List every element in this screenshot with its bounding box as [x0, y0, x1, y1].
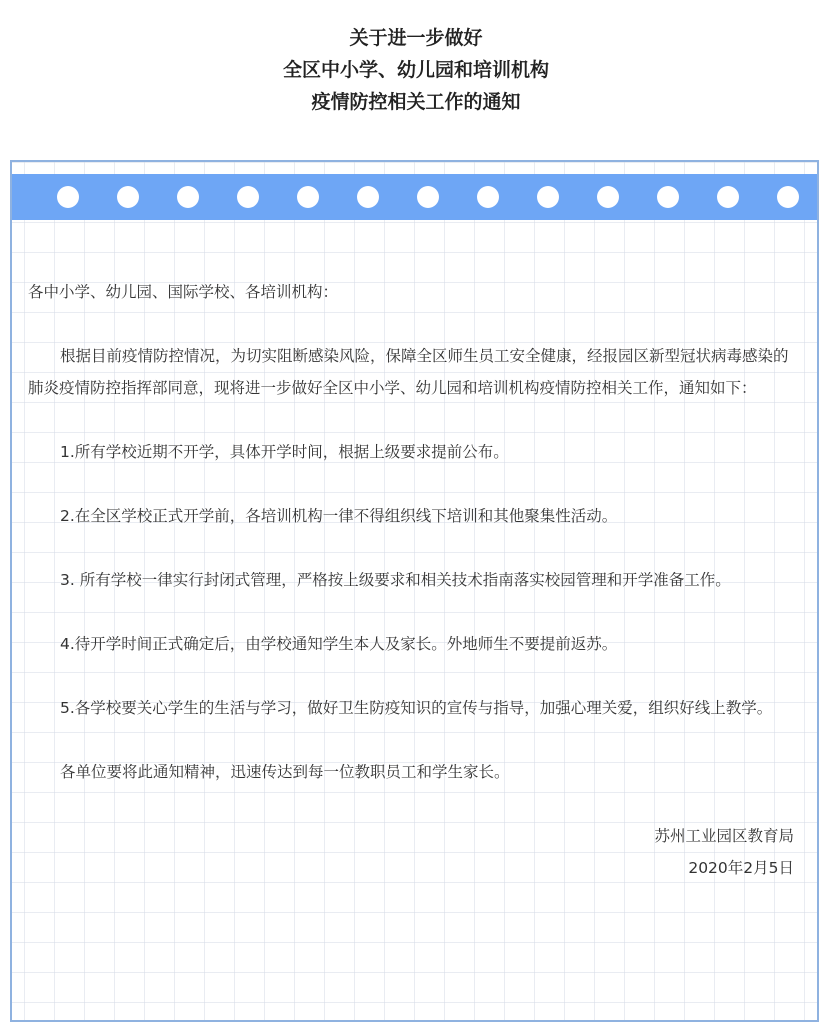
band-dot	[417, 186, 439, 208]
closing-paragraph: 各单位要将此通知精神，迅速传达到每一位教职员工和学生家长。	[60, 763, 510, 781]
band-dot	[57, 186, 79, 208]
band-dot	[537, 186, 559, 208]
list-item: 2.在全区学校正式开学前，各培训机构一律不得组织线下培训和其他聚集性活动。	[60, 507, 618, 525]
band-dot	[777, 186, 799, 208]
band-dot	[597, 186, 619, 208]
notice-body	[28, 276, 798, 884]
issue-date: 2020年2月5日	[688, 859, 794, 877]
band-dot	[297, 186, 319, 208]
notice-title	[0, 22, 832, 118]
title-line-3: 疫情防控相关工作的通知	[311, 91, 521, 113]
list-item: 1.所有学校近期不开学，具体开学时间，根据上级要求提前公布。	[60, 443, 509, 461]
band-dot	[117, 186, 139, 208]
band-dot	[177, 186, 199, 208]
salutation: 各中小学、幼儿园、国际学校、各培训机构：	[28, 283, 339, 301]
list-item: 3. 所有学校一律实行封闭式管理，严格按上级要求和相关技术指南落实校园管理和开学准备工作。	[60, 571, 731, 589]
issuer: 苏州工业园区教育局	[654, 827, 794, 845]
band-dot	[657, 186, 679, 208]
title-line-1: 关于进一步做好	[349, 27, 483, 49]
band-dot	[357, 186, 379, 208]
notice-card	[10, 160, 819, 1022]
band-dot	[717, 186, 739, 208]
header-band	[12, 174, 817, 220]
intro-paragraph: 根据目前疫情防控情况，为切实阻断感染风险，保障全区师生员工安全健康，经报园区新型冠状病毒感染的肺炎疫情防控指挥部同意，现将进一步做好全区中小学、幼儿园和培训机构疫情防控相关工作，通知如下：	[28, 347, 789, 397]
band-dot	[237, 186, 259, 208]
list-item: 4.待开学时间正式确定后，由学校通知学生本人及家长。外地师生不要提前返苏。	[60, 635, 618, 653]
title-line-2: 全区中小学、幼儿园和培训机构	[282, 59, 549, 81]
band-dot	[477, 186, 499, 208]
list-item: 5.各学校要关心学生的生活与学习，做好卫生防疫知识的宣传与指导，加强心理关爱，组织好线上教学。	[60, 699, 773, 717]
